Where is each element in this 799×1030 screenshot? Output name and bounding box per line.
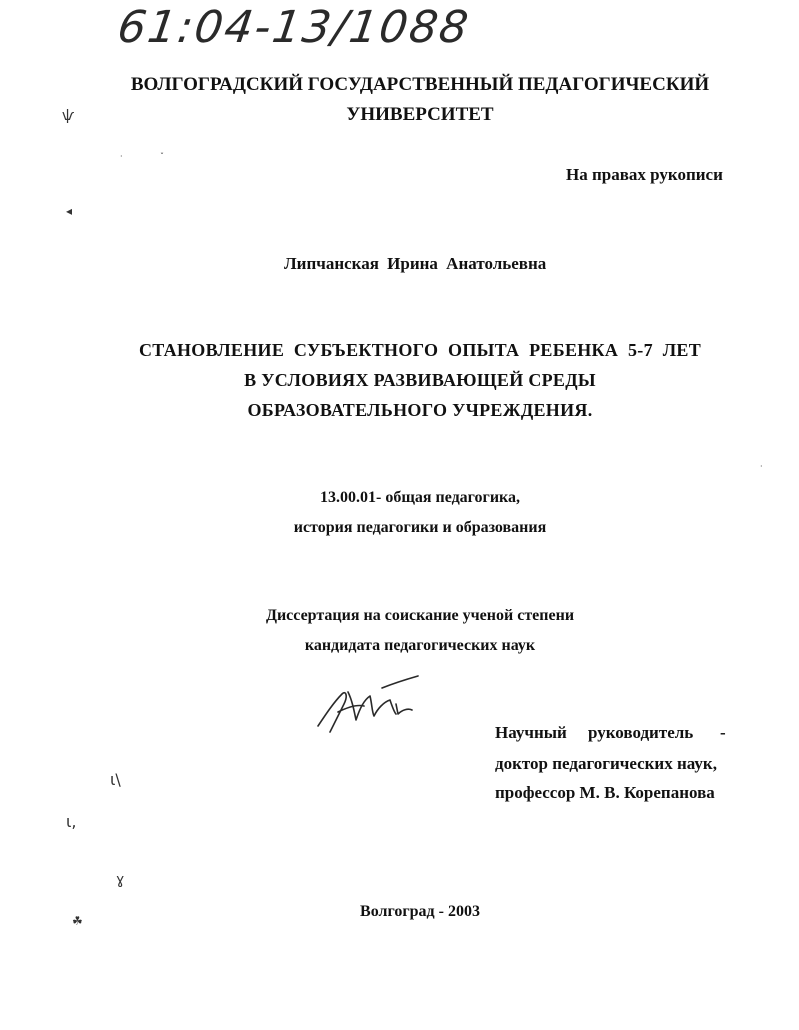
scan-speck: · (120, 152, 123, 161)
university-name-line2: УНИВЕРСИТЕТ (346, 104, 494, 125)
supervisor-role-dash: - (720, 723, 726, 742)
supervisor-degree: доктор педагогических наук, (495, 754, 717, 773)
dissertation-title-line2: В УСЛОВИЯХ РАЗВИВАЮЩЕЙ СРЕДЫ (244, 370, 596, 390)
scan-speck: ◂ (66, 204, 73, 218)
signature-scribble (312, 674, 424, 738)
supervisor-name: профессор М. В. Корепанова (495, 783, 715, 802)
author-name: Липчанская Ирина Анатольевна (284, 254, 547, 273)
scan-speck: ɣ (116, 872, 125, 888)
specialty-line2: история педагогики и образования (293, 519, 547, 536)
manuscript-rights: На правах рукописи (566, 165, 723, 184)
scan-speck: ˇ (160, 152, 164, 161)
specialty-line1: 13.00.01- общая педагогика, (319, 489, 521, 506)
scan-speck: ☘ (72, 914, 83, 928)
handwritten-archive-number: 61:04-13/1088 (114, 2, 474, 53)
supervisor-role-word2: руководитель (588, 723, 694, 742)
city-and-year: Волгоград - 2003 (360, 903, 480, 920)
dissertation-title-line3: ОБРАЗОВАТЕЛЬНОГО УЧРЕЖДЕНИЯ. (247, 400, 593, 420)
university-name-line1: ВОЛГОГРАДСКИЙ ГОСУДАРСТВЕННЫЙ ПЕДАГОГИЧЕСКИЙ (130, 74, 710, 95)
scan-speck: ɩ, (66, 812, 77, 831)
scan-speck: ѱ (62, 108, 75, 124)
supervisor-role-word1: Научный (495, 723, 567, 742)
dissertation-degree-line1: Диссертация на соискание ученой степени (265, 607, 575, 624)
scan-speck: ι\ (110, 770, 121, 789)
dissertation-degree-line2: кандидата педагогических наук (304, 637, 536, 654)
dissertation-title-line1: СТАНОВЛЕНИЕ СУБЪЕКТНОГО ОПЫТА РЕБЕНКА 5-7 ЛЕТ (138, 340, 702, 360)
scan-speck: · (760, 462, 763, 471)
